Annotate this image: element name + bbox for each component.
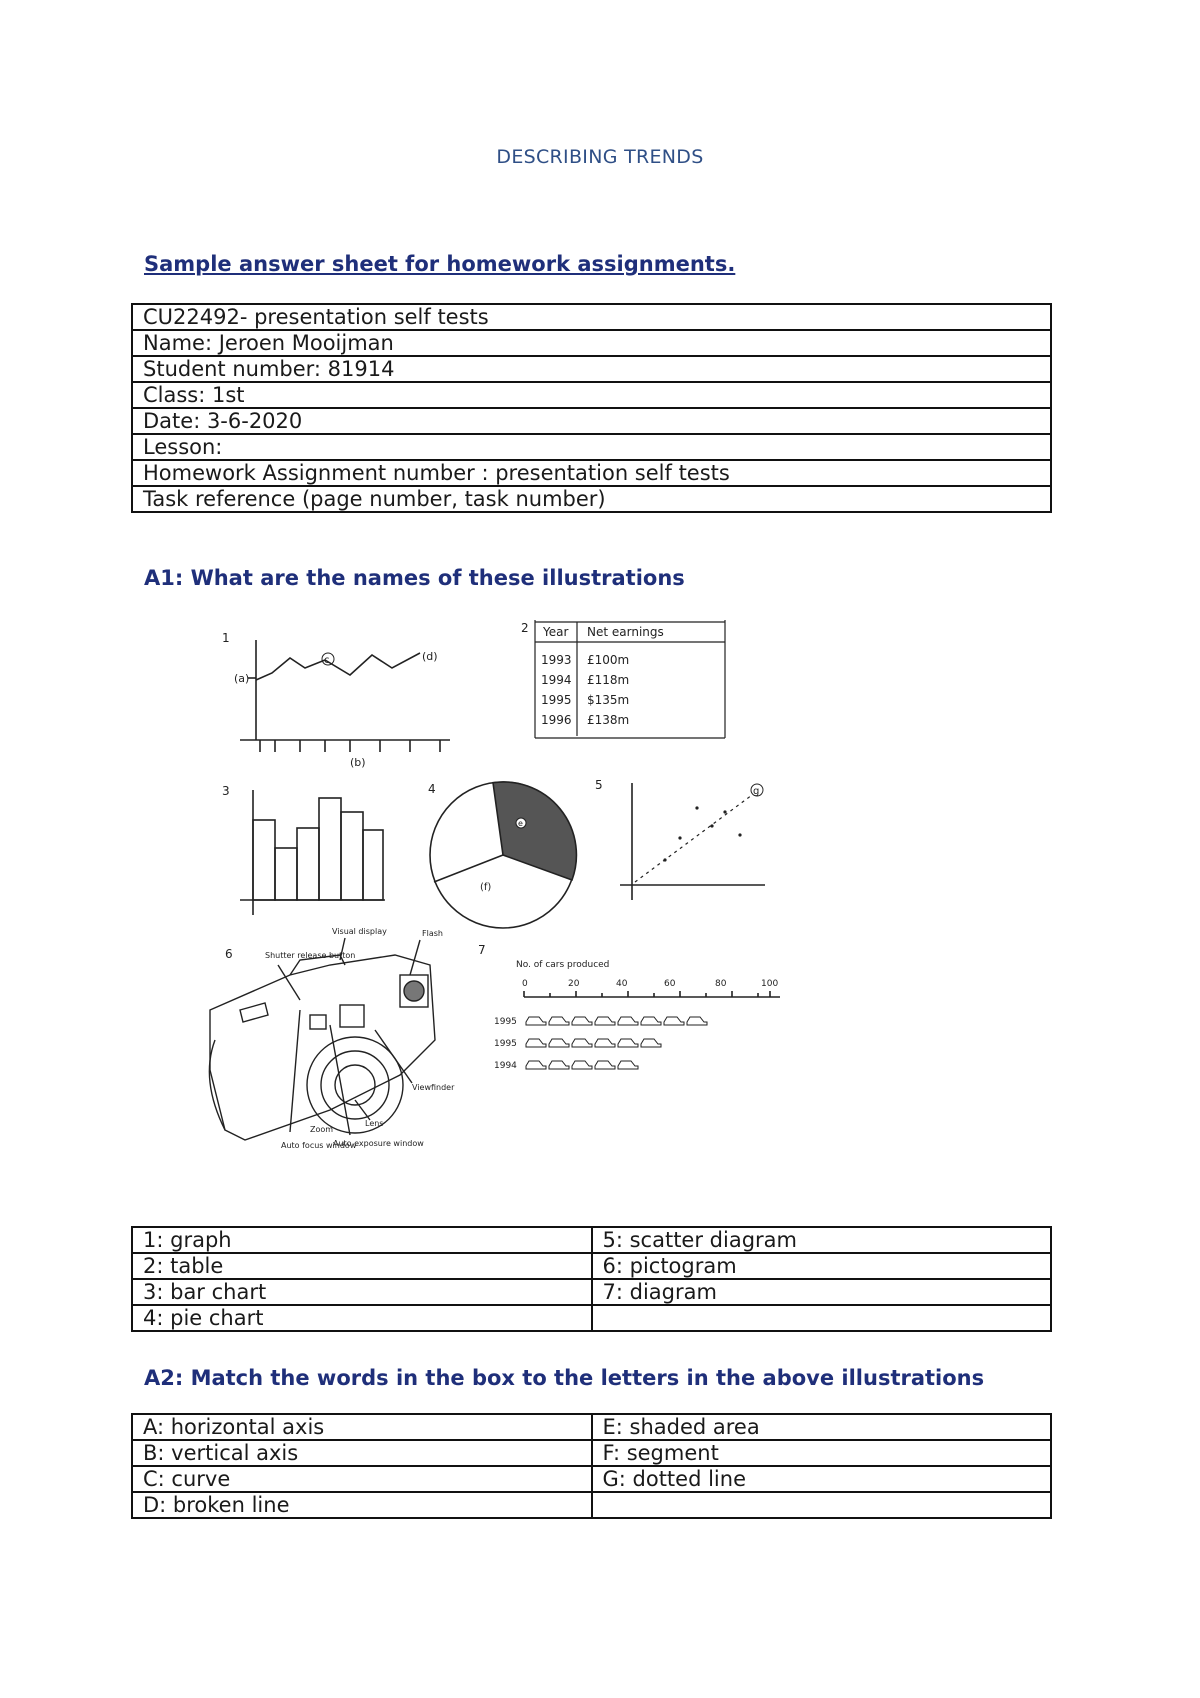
camera-label: Shutter release button bbox=[265, 951, 356, 960]
pie-shaded-segment bbox=[493, 782, 576, 880]
car-icon bbox=[641, 1017, 661, 1025]
info-student-number: Student number: 81914 bbox=[132, 356, 1051, 382]
pictogram-year: 1995 bbox=[494, 1017, 517, 1027]
mini-table-value: £118m bbox=[587, 673, 630, 687]
a2-answer: C: curve bbox=[132, 1466, 592, 1492]
info-lesson: Lesson: bbox=[132, 434, 1051, 460]
car-icon bbox=[618, 1017, 638, 1025]
mini-table-year: 1993 bbox=[541, 653, 572, 667]
table-row bbox=[132, 1253, 1051, 1279]
a1-heading: A1: What are the names of these illustrations bbox=[144, 566, 685, 590]
a1-answer bbox=[592, 1305, 1052, 1331]
pictogram-scale-label: 40 bbox=[616, 979, 628, 989]
a2-answers-table bbox=[131, 1413, 1052, 1519]
illus-number-2: 2 bbox=[521, 621, 529, 635]
car-icon bbox=[549, 1017, 569, 1025]
camera-label: Viewfinder bbox=[412, 1083, 455, 1092]
illus-number-7: 7 bbox=[478, 943, 486, 957]
pictogram-scale-label: 20 bbox=[568, 979, 580, 989]
car-icon bbox=[526, 1039, 546, 1047]
car-icon bbox=[595, 1061, 615, 1069]
pictogram-scale-label: 80 bbox=[715, 979, 727, 989]
a1-answer: 7: diagram bbox=[592, 1279, 1052, 1305]
bar-3 bbox=[297, 828, 319, 900]
car-icon bbox=[687, 1017, 707, 1025]
pictogram-cars bbox=[526, 1017, 707, 1069]
a2-answer: B: vertical axis bbox=[132, 1440, 592, 1466]
mini-table-value: £138m bbox=[587, 713, 630, 727]
table-row bbox=[132, 1305, 1051, 1331]
table-row bbox=[132, 1492, 1051, 1518]
car-icon bbox=[526, 1017, 546, 1025]
info-date: Date: 3-6-2020 bbox=[132, 408, 1051, 434]
car-icon bbox=[664, 1017, 684, 1025]
illus-number-5: 5 bbox=[595, 778, 603, 792]
a2-answer: A: horizontal axis bbox=[132, 1414, 592, 1440]
bar-1 bbox=[253, 820, 275, 900]
document-subtitle: Sample answer sheet for homework assignments. bbox=[144, 252, 736, 276]
a1-answer: 1: graph bbox=[132, 1227, 592, 1253]
graph-line bbox=[256, 653, 420, 680]
mini-table-value: $135m bbox=[587, 693, 630, 707]
a1-answers-table bbox=[131, 1226, 1052, 1332]
car-icon bbox=[641, 1039, 661, 1047]
bar-5 bbox=[341, 812, 363, 900]
table-row bbox=[132, 1279, 1051, 1305]
bar-6 bbox=[363, 830, 383, 900]
camera-label: Auto focus window bbox=[281, 1141, 357, 1150]
illus-number-4: 4 bbox=[428, 782, 436, 796]
a2-answer bbox=[592, 1492, 1052, 1518]
info-name: Name: Jeroen Mooijman bbox=[132, 330, 1051, 356]
car-icon bbox=[526, 1061, 546, 1069]
a1-answer: 5: scatter diagram bbox=[592, 1227, 1052, 1253]
bar-2 bbox=[275, 848, 297, 900]
camera-label: Visual display bbox=[332, 927, 387, 936]
scatter-dotted-line bbox=[635, 795, 752, 882]
table-row bbox=[132, 1466, 1051, 1492]
a2-answer: G: dotted line bbox=[592, 1466, 1052, 1492]
scatter-letter-g: g bbox=[753, 786, 760, 797]
info-assignment: Homework Assignment number : presentation self tests bbox=[132, 460, 1051, 486]
table-row bbox=[132, 1440, 1051, 1466]
car-icon bbox=[595, 1017, 615, 1025]
mini-table-value: £100m bbox=[587, 653, 630, 667]
table-row bbox=[132, 1414, 1051, 1440]
mini-table-header-earnings: Net earnings bbox=[587, 625, 664, 639]
graph-ticks bbox=[260, 740, 440, 752]
car-icon bbox=[618, 1061, 638, 1069]
bar-4 bbox=[319, 798, 341, 900]
pictogram-year: 1995 bbox=[494, 1039, 517, 1049]
table-row bbox=[132, 1227, 1051, 1253]
car-icon bbox=[549, 1039, 569, 1047]
a2-answer: D: broken line bbox=[132, 1492, 592, 1518]
document-title: DESCRIBING TRENDS bbox=[496, 146, 704, 168]
a1-answer: 2: table bbox=[132, 1253, 592, 1279]
camera-label: Flash bbox=[422, 929, 443, 938]
mini-table-year: 1994 bbox=[541, 673, 572, 687]
pictogram-year: 1994 bbox=[494, 1061, 517, 1071]
mini-table-header-year: Year bbox=[543, 625, 569, 639]
graph-letter-c: c bbox=[324, 655, 330, 666]
info-task-reference: Task reference (page number, task number) bbox=[132, 486, 1051, 512]
pictogram-title: No. of cars produced bbox=[516, 960, 610, 970]
graph-letter-b: (b) bbox=[350, 756, 366, 769]
camera-label: Zoom bbox=[310, 1125, 334, 1134]
info-course: CU22492- presentation self tests bbox=[132, 304, 1051, 330]
mini-table-year: 1995 bbox=[541, 693, 572, 707]
pictogram-scale-label: 0 bbox=[522, 979, 528, 989]
graph-letter-d: (d) bbox=[422, 650, 438, 663]
pie-letter-f: (f) bbox=[480, 882, 492, 893]
illus-number-3: 3 bbox=[222, 784, 230, 798]
graph-letter-a: (a) bbox=[234, 672, 250, 685]
car-icon bbox=[595, 1039, 615, 1047]
car-icon bbox=[572, 1017, 592, 1025]
illus-number-1: 1 bbox=[222, 631, 230, 645]
a1-answer: 6: pictogram bbox=[592, 1253, 1052, 1279]
a1-answer: 4: pie chart bbox=[132, 1305, 592, 1331]
pictogram-scale-label: 60 bbox=[664, 979, 676, 989]
car-icon bbox=[572, 1039, 592, 1047]
a2-answer: F: segment bbox=[592, 1440, 1052, 1466]
illus-number-6: 6 bbox=[225, 947, 233, 961]
pictogram-scale-label: 100 bbox=[761, 979, 779, 989]
car-icon bbox=[549, 1061, 569, 1069]
car-icon bbox=[618, 1039, 638, 1047]
a2-heading: A2: Match the words in the box to the letters in the above illustrations bbox=[144, 1366, 985, 1390]
pictogram-scale-ticks bbox=[524, 991, 770, 997]
pie-letter-e: e bbox=[518, 819, 523, 828]
info-class: Class: 1st bbox=[132, 382, 1051, 408]
a1-answer: 3: bar chart bbox=[132, 1279, 592, 1305]
a2-answer: E: shaded area bbox=[592, 1414, 1052, 1440]
car-icon bbox=[572, 1061, 592, 1069]
camera-drawing bbox=[209, 938, 435, 1140]
mini-table-year: 1996 bbox=[541, 713, 572, 727]
camera-label: Lens bbox=[365, 1119, 384, 1128]
camera-label: Auto exposure window bbox=[333, 1139, 424, 1148]
scatter-points bbox=[663, 806, 741, 861]
